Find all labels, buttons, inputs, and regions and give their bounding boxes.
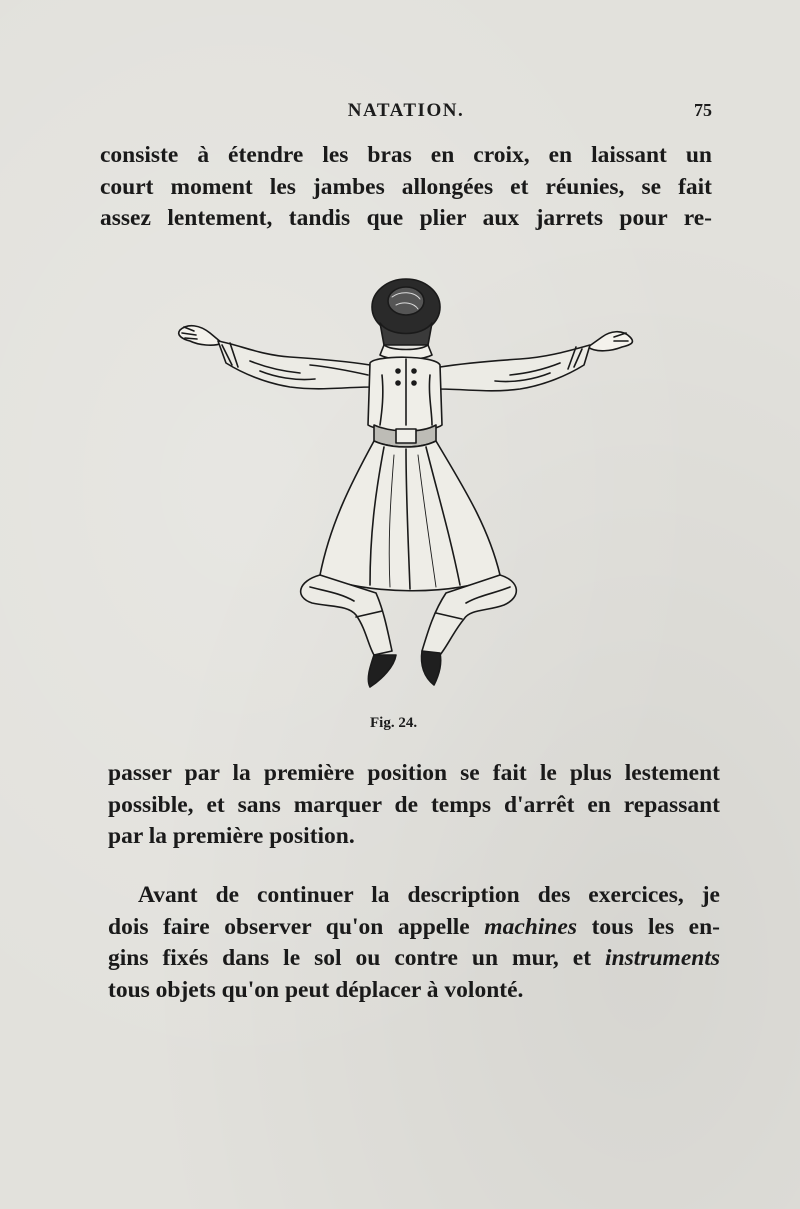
italic-term-machines: machines (484, 913, 578, 940)
page-header (100, 100, 712, 130)
page-number: 75 (694, 100, 712, 120)
text-segment: tous les en- (577, 913, 721, 940)
text-segment: gins fixés dans le sol ou contre un mur, et (108, 945, 606, 971)
swimmer-figure-illustration (170, 275, 640, 695)
text-line: consiste à étendre les bras en croix, en laissant un (100, 142, 712, 168)
italic-term-instruments: instruments (605, 945, 720, 971)
text-line: court moment les jambes allongées et réunies, se fait (100, 173, 712, 200)
text-line: tous objets qu'on peut déplacer à volonté. (108, 976, 524, 1003)
text-line (108, 943, 720, 975)
figure-caption: Fig. 24. (370, 715, 418, 731)
paragraph-middle (108, 758, 720, 853)
text-line: par la première position. (108, 823, 355, 849)
paragraph-bottom (108, 880, 720, 1006)
text-line: assez lentement, tandis que plier aux jarrets pour re- (100, 205, 712, 231)
text-line: possible, et sans marquer de temps d'arrêt en repassant (108, 791, 720, 818)
text-line: passer par la première position se fait le plus lestement (108, 760, 720, 786)
text-line: Avant de continuer la description des exercices, je (138, 882, 720, 908)
running-title: NATATION. (347, 100, 465, 121)
figure-swimmer (170, 275, 640, 695)
paragraph-top (100, 140, 712, 235)
text-segment: dois faire observer qu'on appelle (108, 913, 485, 940)
text-line (108, 912, 720, 944)
